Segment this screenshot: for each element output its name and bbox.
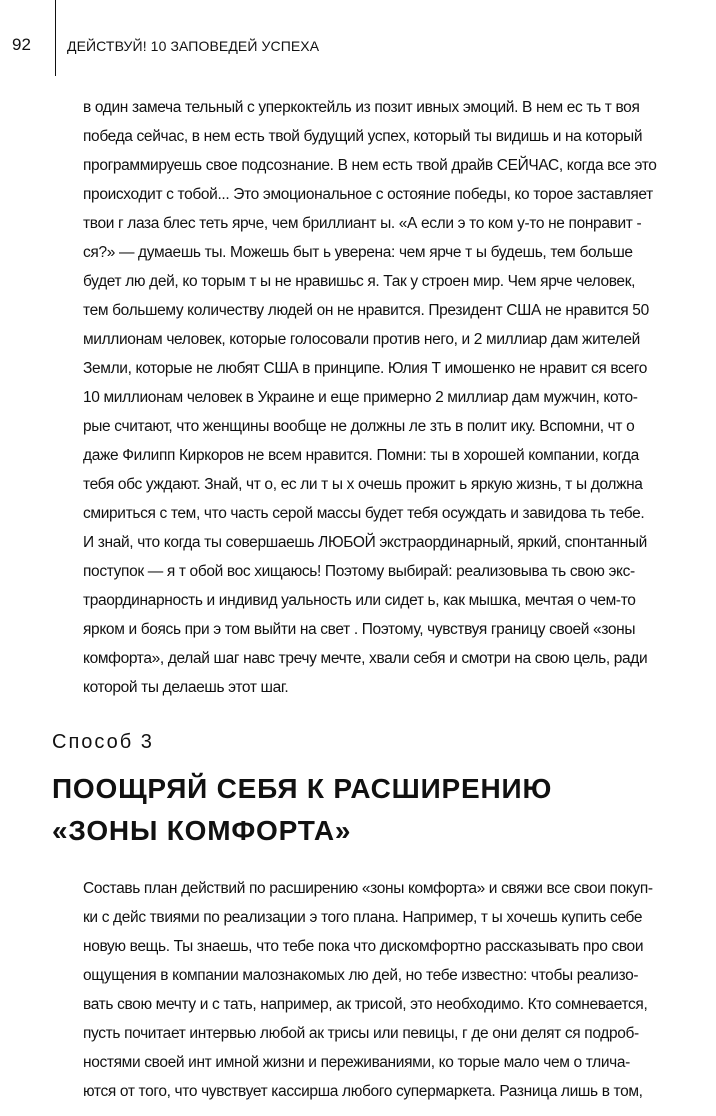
text-line: пусть почитает интервью любой ак трисы или певицы, г де они делят ся подроб- — [83, 1025, 639, 1042]
section-heading — [52, 768, 692, 852]
text-line: тем большему количеству людей он не нравится. Президент США не нравится 50 — [83, 302, 649, 319]
text-line: ярком и боясь при э том выйти на свет . Поэтому, чувствуя границу своей «зоны — [83, 621, 636, 638]
paragraph-1 — [83, 93, 705, 702]
text-line: будет лю дей, ко торым т ы не нравишьс я. Так у строен мир. Чем ярче человек, — [83, 273, 636, 290]
text-line: 10 миллионам человек в Украине и еще примерно 2 миллиар дам мужчин, кото- — [83, 389, 638, 406]
text-line: рые считают, что женщины вообще не должны ле зть в полит ику. Вспомни, чт о — [83, 418, 635, 435]
text-line: победа сейчас, в нем есть твой будущий успех, который ты видишь и на который — [83, 128, 643, 145]
heading-line: ПООЩРЯЙ СЕБЯ К РАСШИРЕНИЮ — [52, 773, 553, 804]
text-line: И знай, что когда ты совершаешь ЛЮБОЙ экстраординарный, яркий, спонтанный — [83, 534, 647, 551]
text-line: твои г лаза блес теть ярче, чем бриллиант ы. «А если э то ком у-то не понравит - — [83, 215, 642, 232]
text-line: комфорта», делай шаг навс тречу мечте, хвали себя и смотри на свою цель, ради — [83, 650, 648, 667]
section-label: Способ 3 — [52, 731, 154, 753]
text-line: ки с дейс твиями по реализации э того плана. Например, т ы хочешь купить себе — [83, 909, 643, 926]
running-title: ДЕЙСТВУЙ! 10 ЗАПОВЕДЕЙ УСПЕХА — [67, 38, 320, 54]
text-line: ностями своей инт имной жизни и переживаниями, ко торые мало чем о тлича- — [83, 1054, 630, 1071]
text-line: программируешь свое подсознание. В нем есть твой драйв СЕЙЧАС, когда все это — [83, 157, 657, 174]
page-header — [0, 0, 716, 76]
text-line: смириться с тем, что часть серой массы будет тебя осуждать и завидова ть тебе. — [83, 505, 645, 522]
paragraph-2 — [83, 874, 705, 1106]
text-line: в один замеча тельный с уперкоктейль из позит ивных эмоций. В нем ес ть т воя — [83, 99, 640, 116]
header-divider — [55, 0, 56, 76]
text-line: вать свою мечту и с тать, например, ак трисой, это необходимо. Кто сомневается, — [83, 996, 648, 1013]
text-line: тебя обс уждают. Знай, чт о, ес ли т ы х очешь прожит ь яркую жизнь, т ы должна — [83, 476, 643, 493]
text-line: происходит с тобой... Это эмоциональное с остояние победы, ко торое заставляет — [83, 186, 653, 203]
text-line: ся?» — думаешь ты. Можешь быт ь уверена: чем ярче т ы будешь, тем больше — [83, 244, 633, 261]
text-line: Составь план действий по расширению «зоны комфорта» и свяжи все свои покуп- — [83, 880, 653, 897]
text-line: ются от того, что чувствует кассирша любого супермаркета. Разница лишь в том, — [83, 1083, 643, 1100]
text-line: траординарность и индивид уальность или сидет ь, как мышка, мечтая о чем-то — [83, 592, 636, 609]
text-line: поступок — я т обой вос хищаюсь! Поэтому выбирай: реализовыва ть свою экс- — [83, 563, 635, 580]
text-line: новую вещь. Ты знаешь, что тебе пока что дискомфортно рассказывать про свои — [83, 938, 644, 955]
heading-line: «ЗОНЫ КОМФОРТА» — [52, 815, 352, 846]
text-line: которой ты делаешь этот шаг. — [83, 679, 289, 696]
text-line: даже Филипп Киркоров не всем нравится. Помни: ты в хорошей компании, когда — [83, 447, 639, 464]
text-line: ощущения в компании малознакомых лю дей, но тебе известно: чтобы реализо- — [83, 967, 639, 984]
text-line: Земли, которые не любят США в принципе. Юлия Т имошенко не нравит ся всего — [83, 360, 647, 377]
text-line: миллионам человек, которые голосовали против него, и 2 миллиар дам жителей — [83, 331, 640, 348]
page-number: 92 — [12, 35, 31, 54]
